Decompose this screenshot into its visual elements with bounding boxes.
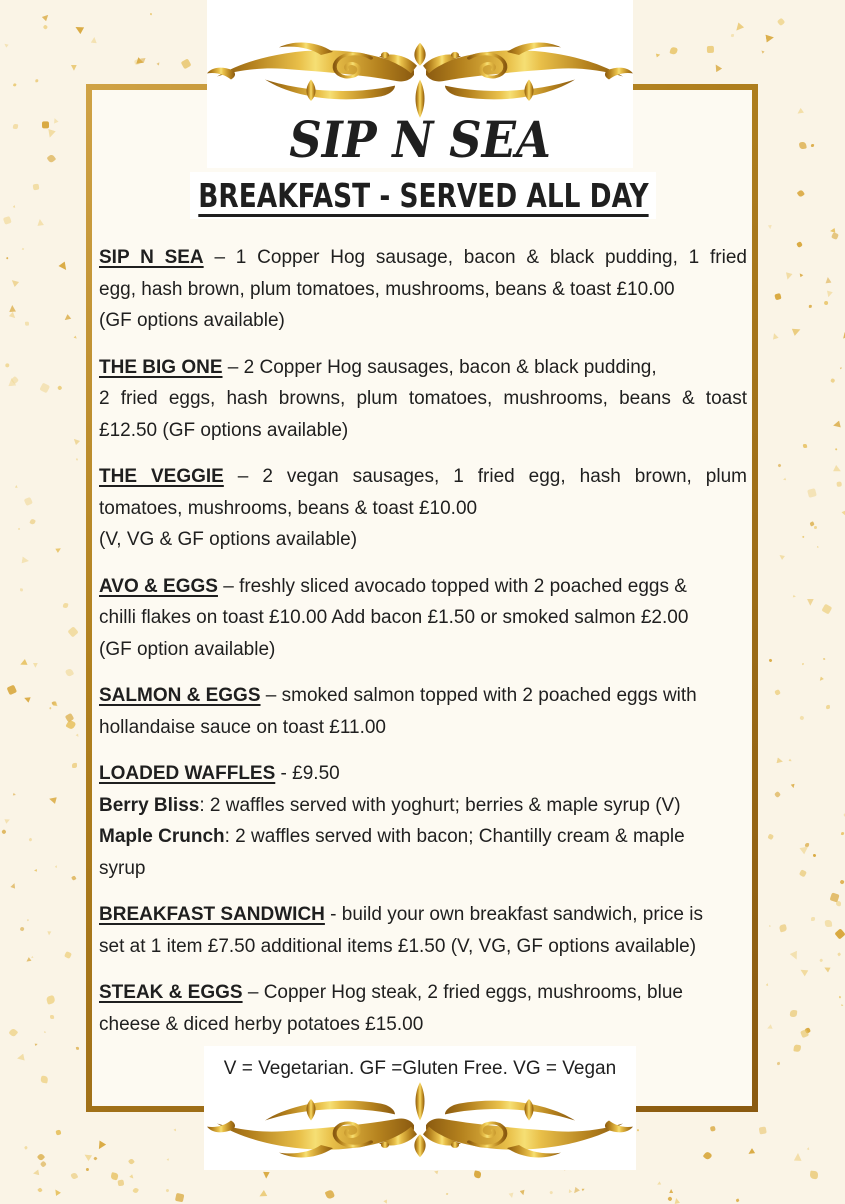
gold-speckle — [37, 1153, 45, 1161]
gold-speckle — [174, 1129, 178, 1133]
gold-speckle — [656, 1182, 661, 1187]
gold-speckle — [67, 626, 78, 637]
gold-speckle — [150, 13, 153, 16]
gold-speckle — [761, 49, 766, 54]
menu-item-line — [99, 1009, 747, 1041]
gold-speckle — [47, 154, 56, 163]
gold-speckle — [137, 57, 146, 66]
gold-speckle — [807, 1146, 811, 1150]
gold-speckle — [811, 143, 815, 147]
gold-speckle — [805, 843, 810, 848]
gold-speckle — [42, 13, 51, 22]
menu-item-line — [99, 931, 747, 963]
gold-speckle — [669, 46, 678, 55]
gold-speckle — [4, 42, 10, 48]
menu-item-loaded-waffles — [99, 758, 747, 884]
menu-item-line — [99, 712, 747, 744]
gold-speckle — [801, 663, 804, 666]
menu-item-line — [99, 305, 747, 337]
gold-speckle — [778, 553, 785, 560]
menu-item-text: – smoked salmon topped with 2 poached eggs with — [260, 685, 697, 706]
gold-speckle — [257, 1189, 267, 1199]
gold-speckle — [825, 920, 833, 928]
menu-item-line — [99, 383, 747, 415]
gold-speckle — [73, 24, 84, 35]
menu-item-heading: THE VEGGIE — [99, 466, 224, 487]
gold-speckle — [810, 522, 815, 527]
gold-speckle — [433, 1170, 438, 1175]
gold-speckle — [445, 1192, 448, 1195]
gold-speckle — [19, 926, 24, 931]
gold-speckle — [774, 689, 780, 695]
gold-speckle — [707, 45, 714, 52]
gold-speckle — [19, 659, 28, 668]
gold-speckle — [811, 917, 815, 921]
gold-speckle — [839, 996, 842, 999]
gold-speckle — [52, 117, 58, 123]
gold-speckle — [777, 758, 784, 765]
menu-item-text: - £9.50 — [275, 763, 340, 784]
gold-speckle — [156, 61, 160, 65]
gold-speckle — [798, 966, 808, 976]
menu-item-steak-and-eggs — [99, 977, 747, 1040]
menu-item-sip-n-sea — [99, 242, 747, 337]
gold-speckle — [11, 376, 19, 384]
gold-speckle — [796, 108, 804, 116]
gold-speckle — [48, 795, 57, 804]
menu-item-text: Berry Bliss — [99, 794, 200, 816]
gold-speckle — [801, 535, 804, 538]
menu-item-text: : 2 waffles served with yoghurt; berries & maple syrup (V) — [199, 794, 681, 816]
gold-speckle — [836, 901, 842, 907]
menu-item-text: tomatoes, mushrooms, beans & toast £10.00 — [99, 497, 478, 519]
gold-speckle — [129, 1174, 135, 1180]
gold-speckle — [797, 190, 805, 198]
gold-speckle — [3, 216, 12, 225]
gold-speckle — [46, 129, 56, 139]
gold-speckle — [766, 34, 775, 43]
gold-speckle — [59, 261, 70, 272]
gold-speckle — [804, 1027, 811, 1034]
gold-speckle — [768, 658, 772, 662]
gold-speckle — [64, 712, 74, 722]
menu-item-text: – 2 Copper Hog sausages, bacon & black pudding, — [222, 356, 657, 378]
gold-speckle — [766, 983, 769, 986]
gold-speckle — [841, 507, 845, 518]
menu-item-line — [99, 977, 747, 1009]
menu-item-heading: LOADED WAFFLES — [99, 763, 276, 784]
gold-speckle — [29, 518, 36, 525]
gold-speckle — [63, 603, 70, 610]
menu-item-line — [99, 680, 747, 712]
gold-speckle — [807, 489, 817, 499]
gold-speckle — [325, 1190, 335, 1200]
menu-item-line — [99, 602, 747, 634]
gold-speckle — [28, 837, 33, 842]
gold-speckle — [831, 379, 836, 384]
gold-speckle — [17, 527, 20, 530]
gold-speckle — [823, 657, 826, 660]
menu-item-avo-and-eggs — [99, 571, 747, 666]
gold-speckle — [8, 377, 17, 386]
menu-item-line — [99, 571, 747, 603]
gold-speckle — [826, 290, 834, 298]
menu-item-line — [99, 758, 747, 790]
gold-speckle — [5, 257, 8, 260]
gold-speckle — [802, 443, 807, 448]
gold-speckle — [839, 366, 842, 369]
gold-speckle — [774, 294, 781, 301]
gold-speckle — [58, 385, 63, 390]
gold-speckle — [824, 301, 828, 305]
gold-speckle — [64, 951, 72, 959]
menu-title: BREAKFAST - SERVED ALL DAY — [197, 176, 649, 215]
menu-item-text: – 2 vegan sausages, 1 fried egg, hash brown, plum — [223, 466, 747, 487]
gold-speckle — [790, 1010, 798, 1018]
gold-speckle — [816, 545, 818, 547]
menu-item-text: cheese & diced herby potatoes £15.00 — [99, 1013, 424, 1035]
menu-item-text: – 1 Copper Hog sausage, bacon & black pudding, 1 fried — [203, 247, 747, 268]
menu-item-text: (GF option available) — [99, 638, 276, 660]
gold-speckle — [636, 1129, 639, 1132]
gold-speckle — [825, 277, 832, 284]
gold-speckle — [733, 23, 744, 34]
gold-speckle — [21, 248, 24, 251]
gold-speckle — [673, 1197, 680, 1204]
gold-speckle — [12, 124, 17, 129]
gold-speckle — [774, 791, 781, 798]
gold-speckle — [31, 955, 34, 958]
restaurant-name: SIP N SEA — [289, 110, 551, 169]
menu-item-text: (GF options available) — [99, 310, 285, 331]
menu-item-line — [99, 274, 747, 306]
gold-speckle — [709, 1125, 715, 1131]
gold-speckle — [799, 869, 808, 878]
gold-speckle — [40, 1161, 47, 1168]
gold-speckle — [568, 1188, 573, 1193]
gold-speckle — [822, 604, 832, 614]
dietary-legend: V = Vegetarian. GF =Gluten Free. VG = Vegan — [223, 1058, 617, 1079]
gold-speckle — [24, 497, 33, 506]
gold-speckle — [836, 482, 841, 487]
gold-speckle — [833, 420, 842, 429]
gold-speckle — [95, 1141, 106, 1152]
gold-speckle — [44, 1031, 47, 1034]
gold-speckle — [23, 1146, 28, 1151]
gold-speckle — [32, 1170, 39, 1177]
gold-speckle — [51, 701, 57, 707]
menu-item-text: 2 fried eggs, hash browns, plum tomatoes, mushrooms, beans & toast — [99, 388, 747, 409]
gold-speckle — [35, 79, 39, 83]
gold-speckle — [800, 843, 811, 854]
gold-speckle — [180, 58, 190, 68]
menu-item-text: - build your own breakfast sandwich, price is — [324, 904, 703, 925]
gold-speckle — [799, 715, 804, 720]
gold-speckle — [788, 758, 792, 762]
gold-speckle — [813, 854, 817, 858]
gold-speckle — [5, 363, 10, 368]
gold-speckle — [473, 1170, 481, 1178]
gold-speckle — [128, 1158, 135, 1165]
menu-item-heading: SIP N SEA — [99, 247, 204, 268]
gold-speckle — [549, 1191, 553, 1195]
menu-item-text: – Copper Hog steak, 2 fried eggs, mushrooms, blue — [242, 982, 683, 1003]
gold-speckle — [809, 305, 812, 308]
gold-speckle — [76, 458, 79, 461]
gold-speckle — [166, 1189, 170, 1193]
gold-speckle — [73, 335, 77, 339]
gold-speckle — [826, 705, 831, 710]
gold-speckle — [15, 484, 18, 487]
gold-speckle — [790, 951, 801, 962]
gold-speckle — [42, 121, 49, 128]
gold-speckle — [7, 685, 17, 695]
menu-item-text: hollandaise sauce on toast £11.00 — [99, 716, 386, 738]
gold-speckle — [779, 924, 787, 932]
menu-item-line — [99, 853, 747, 885]
gold-speckle — [132, 1187, 140, 1195]
gold-speckle — [833, 465, 843, 475]
gold-speckle — [33, 184, 39, 190]
gold-speckle — [667, 1196, 672, 1201]
gold-speckle — [834, 929, 845, 940]
gold-speckle — [40, 382, 50, 392]
gold-speckle — [809, 1170, 818, 1179]
gold-speckle — [731, 34, 734, 37]
menu-item-line — [99, 899, 747, 931]
gold-speckle — [117, 1179, 124, 1186]
menu-item-heading: SALMON & EGGS — [99, 685, 261, 706]
gold-speckle — [140, 57, 146, 63]
gold-speckle — [13, 204, 16, 207]
gold-speckle — [72, 437, 80, 445]
gold-speckle — [13, 793, 17, 797]
gold-speckle — [4, 817, 11, 824]
footer-panel — [204, 1046, 636, 1170]
gold-speckle — [793, 1044, 801, 1052]
menu-item-text: syrup — [99, 857, 146, 879]
gold-speckle — [21, 557, 29, 565]
gold-speckle — [63, 314, 72, 323]
gold-speckle — [581, 1188, 585, 1192]
gold-speckle — [20, 588, 24, 592]
gold-speckle — [42, 24, 48, 30]
gold-speckle — [508, 1192, 514, 1198]
gold-speckle — [807, 599, 814, 606]
menu-item-heading: THE BIG ONE — [99, 356, 223, 378]
gold-speckle — [53, 1188, 61, 1196]
gold-speckle — [823, 965, 831, 973]
menu-item-text: – freshly sliced avocado topped with 2 poached eggs & — [217, 575, 687, 597]
gold-speckle — [83, 1152, 92, 1161]
menu-item-line — [99, 634, 747, 666]
menu-title-band — [190, 172, 656, 219]
gold-speckle — [175, 1193, 184, 1202]
gold-speckle — [10, 882, 17, 889]
gold-speckle — [713, 62, 722, 71]
menu-item-text: : 2 waffles served with bacon; Chantilly cream & maple — [224, 826, 685, 847]
gold-speckle — [767, 833, 774, 840]
gold-speckle — [793, 595, 797, 599]
gold-speckle — [48, 706, 51, 709]
gold-speckle — [75, 734, 79, 738]
gold-speckle — [769, 924, 772, 927]
gold-speckle — [655, 53, 660, 58]
gold-speckle — [46, 995, 56, 1005]
gold-speckle — [72, 763, 77, 768]
gold-speckle — [838, 953, 842, 957]
gold-speckle — [840, 879, 845, 884]
menu-item-salmon-and-eggs — [99, 680, 747, 743]
menu-item-line — [99, 461, 747, 493]
gold-speckle — [9, 305, 16, 312]
gold-speckle — [34, 1042, 38, 1046]
gold-speckle — [166, 1157, 170, 1161]
gold-speckle — [33, 663, 38, 668]
gold-speckle — [110, 1172, 118, 1180]
menu-item-text: egg, hash brown, plum tomatoes, mushrooms, beans & toast £10.00 — [99, 278, 675, 300]
gold-speckle — [66, 720, 77, 731]
gold-speckle — [702, 1150, 712, 1160]
gold-speckle — [767, 1024, 773, 1030]
gold-speckle — [9, 312, 18, 321]
gold-speckle — [93, 1156, 97, 1160]
menu-item-text: £12.50 (GF options available) — [99, 419, 349, 441]
gold-flourish-ornament-bottom — [207, 1076, 633, 1168]
menu-item-heading: AVO & EGGS — [99, 575, 218, 597]
gold-speckle — [771, 333, 778, 340]
menu-item-the-big-one — [99, 352, 747, 447]
gold-speckle — [86, 1167, 89, 1170]
gold-speckle — [818, 676, 824, 682]
menu-item-heading: STEAK & EGGS — [99, 982, 243, 1003]
gold-speckle — [50, 1015, 54, 1019]
menu-item-line — [99, 242, 747, 274]
gold-speckle — [17, 1054, 26, 1063]
gold-speckle — [830, 227, 836, 233]
gold-speckle — [793, 1153, 801, 1161]
menu-item-the-veggie — [99, 461, 747, 556]
gold-speckle — [814, 525, 817, 528]
gold-speckle — [23, 695, 31, 703]
gold-speckle — [37, 219, 44, 226]
header-panel — [207, 0, 633, 168]
gold-speckle — [91, 37, 98, 44]
menu-item-list — [99, 242, 747, 1055]
menu-item-line — [99, 524, 747, 556]
gold-speckle — [37, 1187, 43, 1193]
gold-speckle — [263, 1171, 270, 1178]
menu-item-line — [99, 790, 747, 822]
gold-speckle — [768, 224, 773, 229]
gold-speckle — [841, 832, 845, 836]
gold-speckle — [796, 241, 803, 248]
gold-speckle — [777, 1061, 781, 1065]
gold-speckle — [777, 463, 781, 467]
gold-speckle — [519, 1190, 526, 1197]
gold-speckle — [25, 322, 29, 326]
gold-speckle — [798, 272, 803, 277]
gold-speckle — [41, 1075, 49, 1083]
gold-speckle — [55, 546, 62, 553]
gold-speckle — [55, 1130, 61, 1136]
gold-speckle — [54, 865, 57, 868]
menu-item-line — [99, 493, 747, 525]
gold-speckle — [840, 332, 845, 341]
menu-item-breakfast-sandwich — [99, 899, 747, 962]
menu-item-heading: BREAKFAST SANDWICH — [99, 904, 325, 925]
gold-speckle — [798, 141, 806, 149]
gold-speckle — [64, 668, 73, 677]
gold-speckle — [791, 326, 801, 336]
gold-speckle — [13, 83, 17, 87]
gold-speckle — [784, 272, 792, 280]
menu-item-text: set at 1 item £7.50 additional items £1.50 (V, VG, GF options available) — [99, 935, 697, 957]
gold-speckle — [747, 1148, 756, 1157]
menu-item-line — [99, 821, 747, 853]
gold-speckle — [25, 957, 31, 963]
gold-speckle — [71, 65, 77, 71]
gold-speckle — [572, 1187, 580, 1195]
menu-item-text: chilli flakes on toast £10.00 Add bacon £1.50 or smoked salmon £2.00 — [99, 607, 689, 628]
gold-speckle — [777, 18, 785, 26]
gold-speckle — [669, 1189, 673, 1193]
menu-item-line — [99, 352, 747, 384]
gold-speckle — [46, 930, 51, 935]
gold-speckle — [758, 1127, 766, 1135]
gold-speckle — [9, 1027, 18, 1036]
gold-speckle — [71, 876, 76, 881]
gold-speckle — [819, 959, 823, 963]
menu-item-text: Maple Crunch — [99, 826, 225, 847]
gold-speckle — [34, 869, 37, 872]
menu-item-text: (V, VG & GF options available) — [99, 529, 358, 550]
gold-speckle — [135, 59, 141, 65]
gold-speckle — [834, 447, 837, 450]
gold-speckle — [841, 1004, 844, 1007]
gold-speckle — [791, 783, 796, 788]
menu-item-line — [99, 415, 747, 447]
gold-speckle — [782, 477, 786, 481]
gold-speckle — [831, 232, 839, 240]
gold-speckle — [830, 893, 839, 902]
gold-speckle — [53, 700, 59, 706]
gold-speckle — [69, 1172, 78, 1181]
gold-speckle — [76, 1047, 79, 1050]
gold-speckle — [9, 277, 18, 286]
gold-speckle — [800, 1029, 809, 1038]
gold-speckle — [27, 918, 30, 921]
gold-speckle — [1, 829, 6, 834]
